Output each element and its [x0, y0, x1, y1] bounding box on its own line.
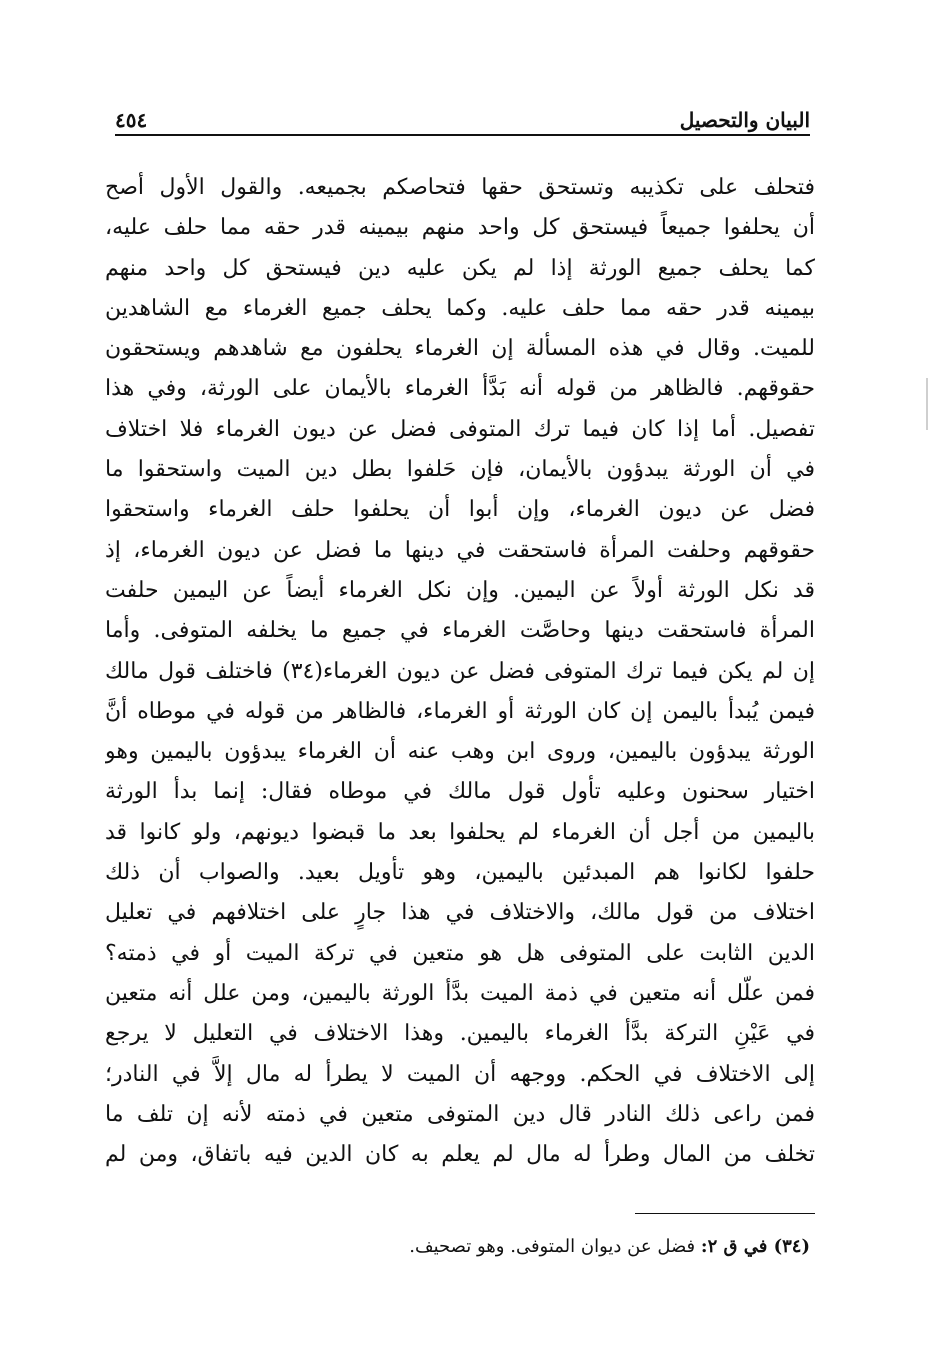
text-line: فضل عن ديون الغرماء، وإن أبوا أن يحلفوا حلف الغرماء واستحقوا [105, 497, 815, 523]
header-rule [115, 134, 810, 136]
footnote-marker: (٣٤) في ق ٢: [700, 1236, 810, 1257]
text-line: المرأة فاستحقت دينها وحاصَّت الغرماء في جميع ما يخلفه المتوفى. وأما [105, 618, 815, 644]
text-line: حقوقهم. فالظاهر من قوله أنه بَدَّأ الغرماء بالأيمان على الورثة، وفي هذا [105, 376, 815, 402]
text-line: كما يحلف جميع الورثة إذا لم يكن عليه دين فيستحق كل واحد منهم [105, 255, 815, 281]
text-line: في أن الورثة يبدؤون بالأيمان، فإن حَلفوا بطل دين الميت واستحقوا ما [105, 457, 815, 483]
text-line: اختلاف من قول مالك، والاختلاف في هذا جارٍ على اختلافهم في تعليل [105, 900, 815, 926]
text-line: إن لم يكن فيما ترك المتوفى فضل عن ديون الغرماء(٣٤) فاختلف قول مالك [105, 658, 815, 684]
text-line: الدين الثابت على المتوفى هل هو متعين في تركة الميت أو في ذمته؟ [105, 940, 815, 966]
text-line: للميت. وقال في هذه المسألة إن الغرماء يحلفون مع شاهدهم ويستحقون [105, 336, 815, 362]
text-line: تفصيل. أما إذا كان فيما ترك المتوفى فضل عن ديون الغرماء فلا اختلاف [105, 416, 815, 442]
text-line: إلى الاختلاف في الحكم. ووجهه أن الميت لا يطرأ له مال إلاَّ في النادر؛ [105, 1061, 815, 1087]
text-line: تخلف من المال وطرأ له مال لم يعلم به كان الدين فيه باتفاق، ومن لم [105, 1142, 815, 1168]
text-line: فتحلف على تكذيبه وتستحق حقها فتحاصكم بجميعه. والقول الأول أصح [105, 175, 815, 200]
text-line: قد نكل الورثة أولاً عن اليمين. وإن نكل الغرماء أيضاً عن اليمين حلفت [105, 577, 815, 603]
text-line: في عَيْنِ التركة بدَّأ الغرماء باليمين. وهذا الاختلاف في التعليل لا يرجع [105, 1021, 815, 1047]
page-number: ٤٥٤ [115, 108, 148, 132]
text-line: فيمن يُبدأ باليمن إن كان الورثة أو الغرماء، فالظاهر من قوله في موطاه أنَّ [105, 698, 815, 724]
text-line: فمن علّل أنه متعين في ذمة الميت بدَّأ الورثة باليمين، ومن علل أنه متعين [105, 980, 815, 1006]
text-line: اختيار سحنون وعليه تأول قول مالك في موطاه فقال: إنما بدأ الورثة [105, 779, 815, 805]
text-line: حقوقهم وحلفت المرأة فاستحقت في دينها ما فضل عن ديون الغرماء، إذ [105, 537, 815, 563]
running-header [115, 98, 810, 132]
text-line: بيمينه قدر حقه مما حلف عليه. وكما يحلف جميع الغرماء مع الشاهدين [105, 295, 815, 321]
text-line: أن يحلفوا جميعاً فيستحق كل واحد منهم بيمينه قدر حقه مما حلف عليه، [105, 215, 815, 241]
text-line: باليمين من أجل أن الغرماء لم يحلفوا بعد ما قبضوا ديونهم، ولو كانوا قد [105, 819, 815, 845]
running-title: البيان والتحصيل [679, 108, 810, 132]
footnote-rule [635, 1213, 815, 1214]
body-text [105, 168, 815, 1175]
footnote [105, 1232, 810, 1262]
footnote-text: فضل عن ديوان المتوفى. وهو تصحيف. [409, 1236, 696, 1257]
text-line: حلفوا لكانوا هم المبدئين باليمين، وهو تأويل بعيد. والصواب أن ذلك [105, 860, 815, 886]
text-line: فمن راعى ذلك النادر قال دين المتوفى متعين في ذمته لأنه إن تلف ما [105, 1101, 815, 1127]
text-line: الورثة يبدؤون باليمين، وروى ابن وهب عنه أن الغرماء يبدؤون باليمين وهو [105, 739, 815, 765]
scan-edge-mark [926, 378, 928, 430]
